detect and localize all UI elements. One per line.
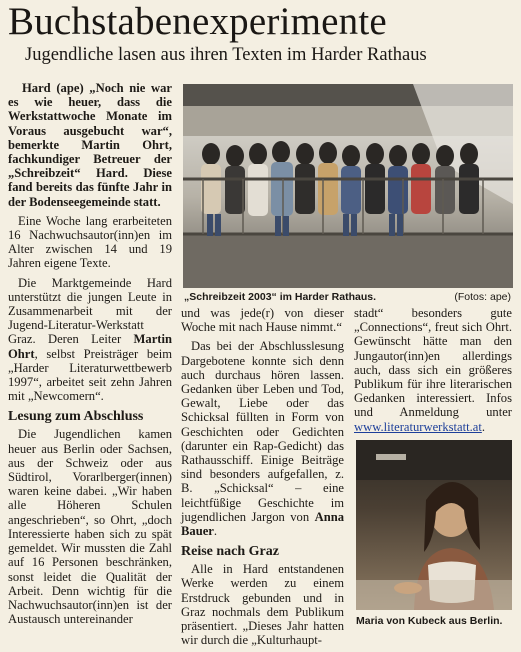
paragraph-text: Das bei der Abschlusslesung Dargebotene konnte sich denn auch durchaus hören lassen. Gedanken über Leben und Tod, Gewalt, Liebe oder das Schicksal füllten in Form von Geschichten oder Gedichten (darunter ein Rap-Gedicht) das Rathausschiff. Einige Beiträge sind besonders aufgefallen, z. B. „Schicksal“ – eine leichtfüßige Geschichte im jugendlichen Jargon von: [181, 339, 344, 524]
article-column-1: [8, 81, 172, 631]
photo-credit: (Fotos: ape): [454, 291, 511, 303]
paragraph: Eine Woche lang erarbeiteten 16 Nachwuchsautor(inn)en im Alter zwischen 14 und 19 Jahren eigene Texte.: [8, 213, 172, 271]
photo-caption: Maria von Kubeck aus Berlin.: [356, 615, 503, 627]
caption-text: „Schreibzeit 2003“ im Harder Rathaus.: [184, 291, 376, 303]
paragraph: [8, 276, 172, 404]
paragraph: Die Jugendlichen kamen heuer aus Berlin oder Sachsen, aus der Schweiz oder aus Südtirol, Vorarlberger(innen) waren keine dabei. „Wir haben alle Höheren Schulen angeschrieben“, so Ohrt, „doch Interessierte haben sich zu spät gemeldet. Wir mussten die Zahl auf 16 Personen beschränken, sonst leidet die Qualität der Arbeit. Denn wichtig für die Nachwuchsautor(inn)en ist der Austausch untereinander: [8, 427, 172, 627]
photo-caption: [184, 290, 513, 304]
paragraph: und was jede(r) von dieser Woche mit nach Hause nimmt.“: [181, 306, 344, 335]
person-name: Martin Ohrt: [8, 332, 172, 361]
paragraph: [354, 306, 512, 434]
person-name: Anna Bauer: [181, 509, 344, 539]
article-column-3: [354, 306, 512, 439]
group-photo: [183, 84, 513, 288]
website-link[interactable]: www.literaturwerkstatt.at: [354, 419, 482, 434]
subheadline: Jugendliche lasen aus ihren Texten im Harder Rathaus: [25, 45, 427, 65]
paragraph-text: Die Marktgemeinde Hard unterstützt die jungen Leute in Zusammenarbeit mit der Jugend-Literatur-Werkstatt Graz. Deren Leiter: [8, 275, 172, 347]
paragraph-text: stadt“ besonders gute „Connections“, freut sich Ohrt. Gewünscht hätte man den Jungautor(inn)en allerdings auch, dass sich ein größeres Publikum für ihre literarischen Gedanken interessiert. Infos und Anmeldung unter: [354, 306, 512, 420]
section-heading: Reise nach Graz: [181, 544, 279, 560]
paragraph: Alle in Hard entstandenen Werke werden zu einem Erstdruck gebunden und in Graz nochmals dem Publikum präsentiert. „Dieses Jahr hatten wir durch die „Kulturhaupt-: [181, 562, 344, 648]
paragraph-text: .: [481, 419, 486, 434]
paragraph-text: , selbst Preisträger beim „Harder Literaturwettbewerb 1997“, arbeitet seit zehn Jahren mit „Newcomern“.: [8, 346, 172, 404]
article-column-2: [181, 306, 344, 652]
portrait-photo: [356, 440, 512, 610]
paragraph: [181, 339, 344, 538]
paragraph-text: .: [213, 524, 218, 539]
headline: Buchstabenexperimente: [8, 0, 387, 43]
lead-paragraph: Hard (ape) „Noch nie war es wie heuer, dass die Werkstattwoche Monate im Voraus ausgebucht war“, bemerkte Martin Ohrt, fachkundiger Betreuer der „Schreibzeit“ Hard. Diese fand bereits das fünfte Jahr in der Bodenseegemeinde statt.: [8, 81, 172, 209]
section-heading: Lesung zum Abschluss: [8, 409, 144, 425]
